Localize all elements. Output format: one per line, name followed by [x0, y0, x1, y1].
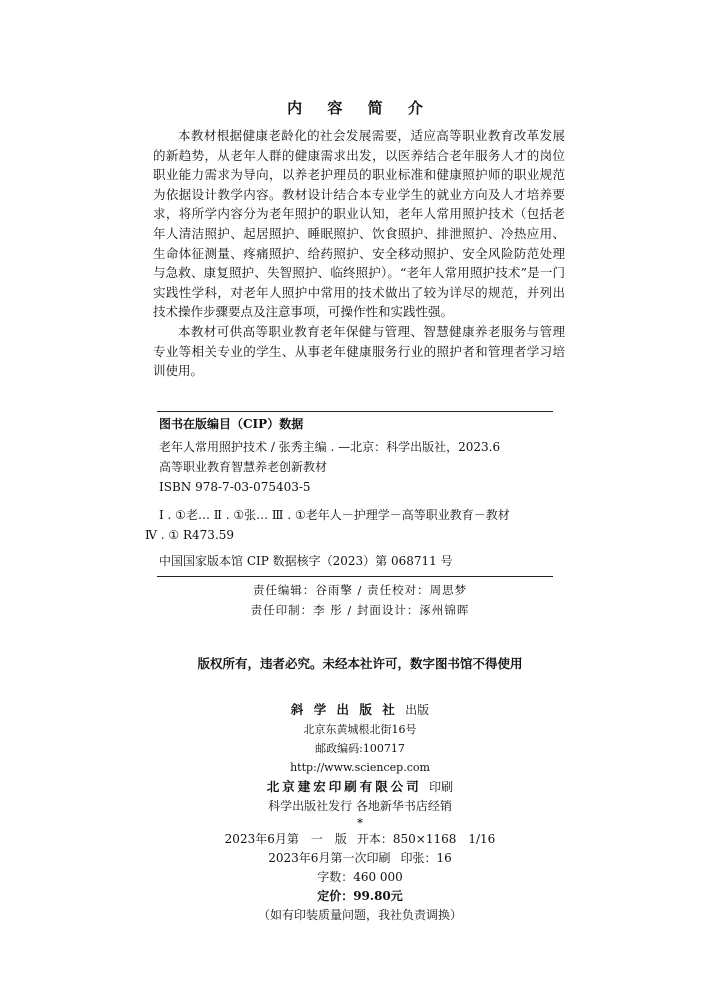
summary-paragraph-2: 本教材可供高等职业教育老年保健与管理、智慧健康养老服务与管理专业等相关专业的学生、从事老年健康服务行业的照护者和管理者学习培训使用。 — [153, 323, 565, 379]
quality-note: （如有印装质量问题，我社负责调换） — [257, 908, 462, 922]
cip-data-block — [145, 414, 559, 571]
printer-suffix: 印刷 — [429, 780, 454, 794]
cip-isbn: ISBN 978-7-03-075403-5 — [159, 480, 311, 494]
printing-label: 2023年6月第一次印刷 — [268, 851, 391, 865]
cip-heading: 图书在版编目（CIP）数据 — [159, 417, 304, 431]
staff-line-editors: 责任编辑：谷雨擎 / 责任校对：周思梦 — [252, 583, 468, 597]
publisher-name: 斜 学 出 版 社 — [290, 702, 398, 717]
cip-title-line: 老年人常用照护技术 / 张秀主编 . —北京：科学出版社，2023.6 — [159, 440, 501, 454]
distribution-line: 科学出版社发行 各地新华书店经销 — [268, 799, 452, 813]
cip-check-number: 中国国家版本馆 CIP 数据核字（2023）第 068711 号 — [159, 554, 453, 568]
separator-star: * — [357, 816, 363, 830]
book-price: 定价：99.80元 — [317, 889, 403, 903]
divider-top — [157, 411, 553, 412]
publisher-suffix: 出版 — [405, 703, 430, 717]
staff-line-production: 责任印制：李 彤 / 封面设计：涿州锦晖 — [250, 603, 470, 617]
cip-subject-line: Ⅰ . ①老… Ⅱ . ①张… Ⅲ . ①老年人－护理学－高等职业教育－教材 — [159, 508, 510, 522]
content-summary — [153, 126, 565, 381]
publisher-url: http://www.sciencep.com — [290, 761, 430, 774]
page-title: 内 容 简 介 — [287, 99, 433, 117]
divider-bottom — [157, 576, 553, 577]
word-count: 字数：460 000 — [317, 870, 403, 884]
print-sheets: 印张：16 — [400, 851, 452, 865]
cip-classification-line: Ⅳ . ① R473.59 — [145, 528, 235, 542]
book-format: 开本：850×1168 1/16 — [356, 832, 496, 846]
summary-paragraph-1: 本教材根据健康老龄化的社会发展需要，适应高等职业教育改革发展的新趋势，从老年人群的健康需求出发，以医养结合老年服务人才的岗位职业能力需求为导向，以养老护理员的职业标准和健康照护师的职业规范为依据设计教学内容。教材设计结合本专业学生的就业方向及人才培养要求，将所学内容分为老年照护的职业认知，老年人常用照护技术（包括老年人清洁照护、起居照护、睡眠照护、饮食照护、排泄照护、冷热应用、生命体征测量、疼痛照护、给药照护、安全移动照护、安全风险防范处理与急救、康复照护、失智照护、临终照护）。“老年人常用照护技术”是一门实践性学科，对老年人照护中常用的技术做出了较为详尽的规范，并列出技术操作步骤要点及注意事项，可操作性和实践性强。 — [153, 128, 565, 320]
cip-series-line: 高等职业教育智慧养老创新教材 — [159, 460, 328, 474]
publication-info — [0, 700, 720, 925]
edition-label: 2023年6月第 一 版 — [224, 832, 347, 846]
publisher-postcode: 邮政编码:100717 — [315, 742, 405, 755]
copyright-notice: 版权所有，违者必究。未经本社许可，数字图书馆不得使用 — [197, 656, 523, 671]
printer-name: 北京建宏印刷有限公司 — [266, 779, 422, 794]
publisher-address: 北京东黄城根北街16号 — [303, 723, 417, 736]
staff-credits — [0, 580, 720, 620]
